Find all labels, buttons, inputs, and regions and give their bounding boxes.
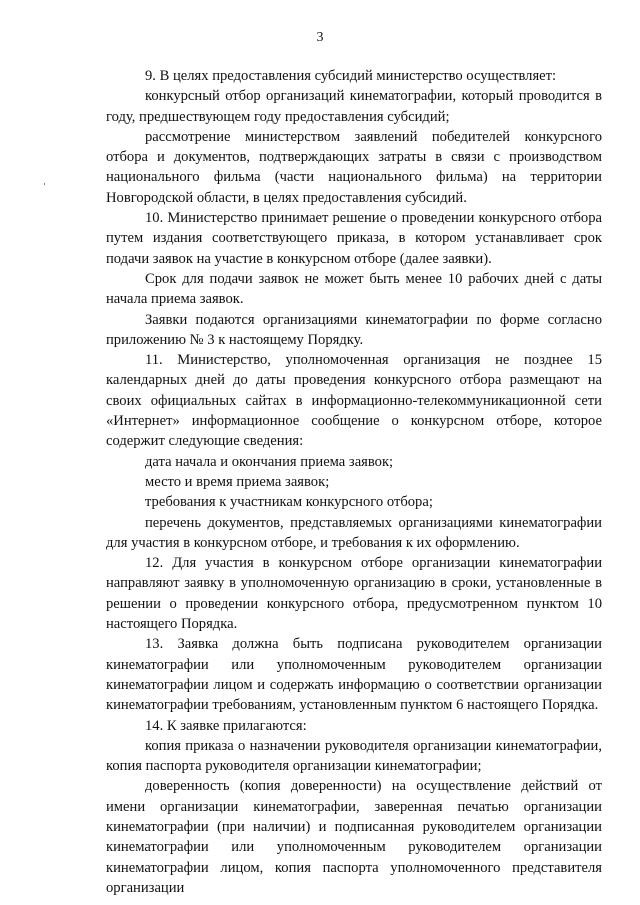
paragraph-item-13: 13. Заявка должна быть подписана руководителем организации кинематографии или уполномоченным руководителем организации кинематографии лицом и содержать информацию о соответствии организации кинематографии требованиям, установленным пунктом 6 настоящего Порядка. (106, 636, 602, 714)
paragraph-item-10: 10. Министерство принимает решение о проведении конкурсного отбора путем издания соответствующего приказа, в котором устанавливает срок подачи заявок на участие в конкурсном отборе (далее заявки). (106, 210, 602, 267)
paragraph-item-9: 9. В целях предоставления субсидий министерство осуществляет: (145, 68, 557, 84)
page-number: 3 (316, 30, 324, 45)
list-item-requirements: требования к участникам конкурсного отбора; (145, 494, 433, 511)
paragraph-competitive-selection: конкурсный отбор организаций кинематографии, который проводится в году, предшествующем году предоставления субсидий; (106, 88, 602, 125)
list-item-place-time: место и время приема заявок; (145, 473, 330, 490)
paragraph-deadline: Срок для подачи заявок не может быть менее 10 рабочих дней с даты начала приема заявок. (106, 270, 602, 308)
paragraph-application-form: Заявки подаются организациями кинематографии по форме согласно приложению № 3 к настоящему Порядку. (106, 311, 602, 348)
paragraph-item-14: 14. К заявке прилагаются: (145, 717, 307, 734)
list-item-dates: дата начала и окончания приема заявок; (145, 453, 394, 470)
list-item-power-of-attorney: доверенность (копия доверенности) на осуществление действий от имени организации кинематографии, заверенная печатью организации кинематографии (при наличии) и подписанная руководителем организации кинематографии или уполномоченным руководителем организации кинематографии лицом, копия паспорта уполномоченного представителя организации (106, 778, 602, 896)
paragraph-item-11: 11. Министерство, уполномоченная организация не позднее 15 календарных дней до даты проведения конкурсного отбора размещают на своих официальных сайтах в информационно-телекоммуникационной сети «Интернет» информационное сообщение о конкурсном отборе, которое содержит следующие сведения: (106, 352, 602, 450)
paragraph-review-applications: рассмотрение министерством заявлений победителей конкурсного отбора и документов, подтверждающих затраты в связи с производством национального фильма (части национального фильма) на территории Новгородской области, в целях предоставления субсидий. (106, 128, 602, 206)
margin-mark (44, 183, 45, 185)
list-item-order-copy: копия приказа о назначении руководителя организации кинематографии, копия паспорта руководителя организации кинематографии; (106, 737, 602, 775)
document-body (106, 66, 602, 898)
paragraph-item-12: 12. Для участия в конкурсном отборе организации кинематографии направляют заявку в уполномоченную организацию в сроки, установленные в решении о проведении конкурсного отбора, предусмотренном пунктом 10 настоящего Порядка. (106, 555, 602, 633)
list-item-documents: перечень документов, представляемых организациями кинематографии для участия в конкурсном отборе, и требования к их оформлению. (106, 514, 602, 551)
